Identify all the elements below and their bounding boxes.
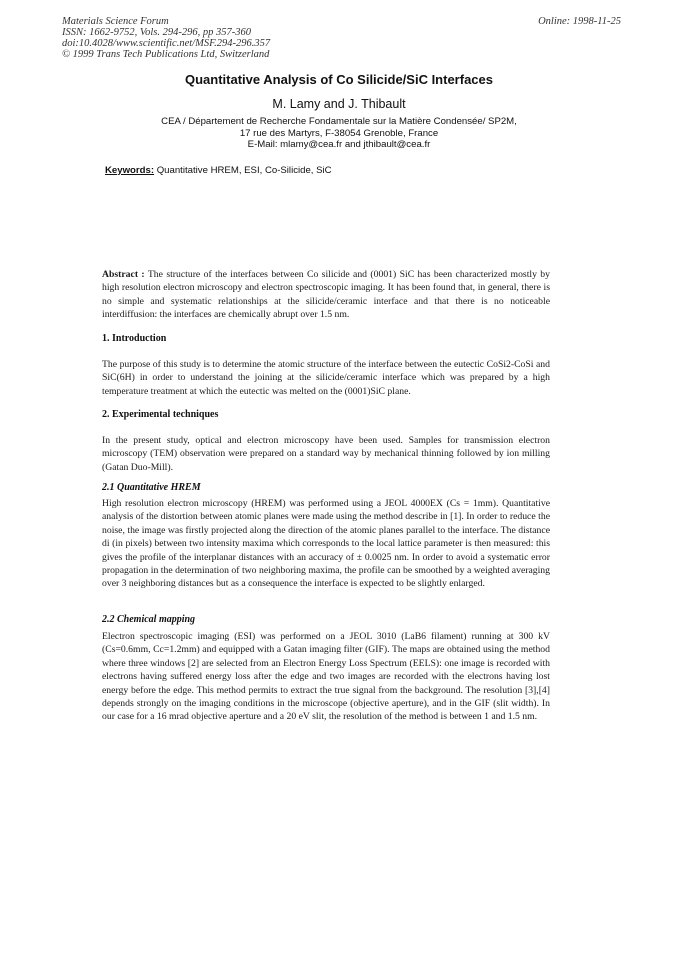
journal-name: Materials Science Forum (62, 16, 169, 27)
abstract (102, 268, 550, 322)
affiliation (0, 116, 678, 151)
chemical-mapping-paragraph (102, 630, 550, 724)
subsection-heading-chemical-mapping: 2.2 Chemical mapping (102, 614, 196, 625)
experimental-paragraph (102, 434, 550, 474)
introduction-text: The purpose of this study is to determine the atomic structure of the interface between the eutectic CoSi2-CoSi and SiC(6H) in order to understand the joining at the silicide/ceramic interface which was prepared by a high temperature treatment at which the eutectic was melted on the (0001)SiC plane. (102, 359, 550, 397)
section-heading-experimental: 2. Experimental techniques (102, 409, 219, 420)
chemical-mapping-text: Electron spectroscopic imaging (ESI) was performed on a JEOL 3010 (LaB6 filament) running at 300 kV (Cs=0.6mm, Cc=1.2mm) and equipped with a Gatan imaging filter (GIF). The maps are obtained using the method where three windows [2] are selected from an Electron Energy Loss Spectrum (EELS): one image is recorded with electrons having suffered energy loss after the edge and two images are recorded with the electrons having lost energy before the edge. This method permits to extract the true signal from the background. The resolution [3],[4] depends strongly on the imaging conditions in the microscope (objective aperture), and in the GIF (slit width). In our case for a 16 mrad objective aperture and a 20 eV slit, the resolution of the method is between 1 and 1.5 nm. (102, 631, 550, 723)
quantitative-hrem-text: High resolution electron microscopy (HREM) was performed using a JEOL 4000EX (Cs = 1mm). Quantitative analysis of the distortion between atomic planes were made using the method describe in [1]. In order to reduce the noise, the image was firstly projected along the direction of the atomic planes parallel to the interface. The distance di (in pixels) between two intensity maxima which corresponds to the local lattice parameter is then measured: this gives the profile of the interplanar distances with an accuracy of ± 0.0025 nm. In order to avoid a systematic error propagation in the determination of two neighboring maxima, the profile can be smoothed by a weighted averaging over 3 neighboring distances but as a consequence the interface is expected to be slightly enlarged. (102, 498, 550, 590)
experimental-text: In the present study, optical and electron microscopy have been used. Samples for transmission electron microscopy (TEM) observation were prepared on a standard way by mechanical thinning followed by ion milling (Gatan Duo-Mill). (102, 435, 550, 473)
keywords (105, 165, 332, 176)
section-heading-introduction: 1. Introduction (102, 333, 167, 344)
affiliation-line-1: CEA / Département de Recherche Fondamentale sur la Matière Condensée/ SP2M, (161, 116, 517, 127)
journal-header (62, 16, 270, 60)
paper-title: Quantitative Analysis of Co Silicide/SiC Interfaces (185, 72, 493, 87)
keywords-text: Quantitative HREM, ESI, Co-Silicide, SiC (154, 165, 332, 176)
abstract-label: Abstract : (102, 269, 145, 280)
keywords-label: Keywords: (105, 165, 155, 176)
online-date: Online: 1998-11-25 (538, 16, 621, 27)
subsection-heading-quantitative-hrem: 2.1 Quantitative HREM (102, 482, 201, 493)
introduction-paragraph (102, 358, 550, 398)
doi-line[interactable]: doi:10.4028/www.scientific.net/MSF.294-296.357 (62, 38, 271, 49)
quantitative-hrem-paragraph (102, 497, 550, 591)
abstract-text: The structure of the interfaces between Co silicide and (0001) SiC has been characterized mostly by high resolution electron microscopy and electron spectroscopic imaging. It has been found that, in general, there is no simple and systematic relationships at the silicide/ceramic interface and that there is no noticeable interdiffusion: the interfaces are chemically abrupt over 1.5 nm. (102, 269, 550, 321)
issn-line: ISSN: 1662-9752, Vols. 294-296, pp 357-360 (62, 27, 251, 38)
copyright-line: © 1999 Trans Tech Publications Ltd, Switzerland (62, 49, 270, 60)
affiliation-email[interactable]: E-Mail: mlamy@cea.fr and jthibault@cea.fr (247, 139, 431, 150)
paper-authors: M. Lamy and J. Thibault (272, 97, 406, 111)
affiliation-line-2: 17 rue des Martyrs, F-38054 Grenoble, France (239, 127, 439, 139)
